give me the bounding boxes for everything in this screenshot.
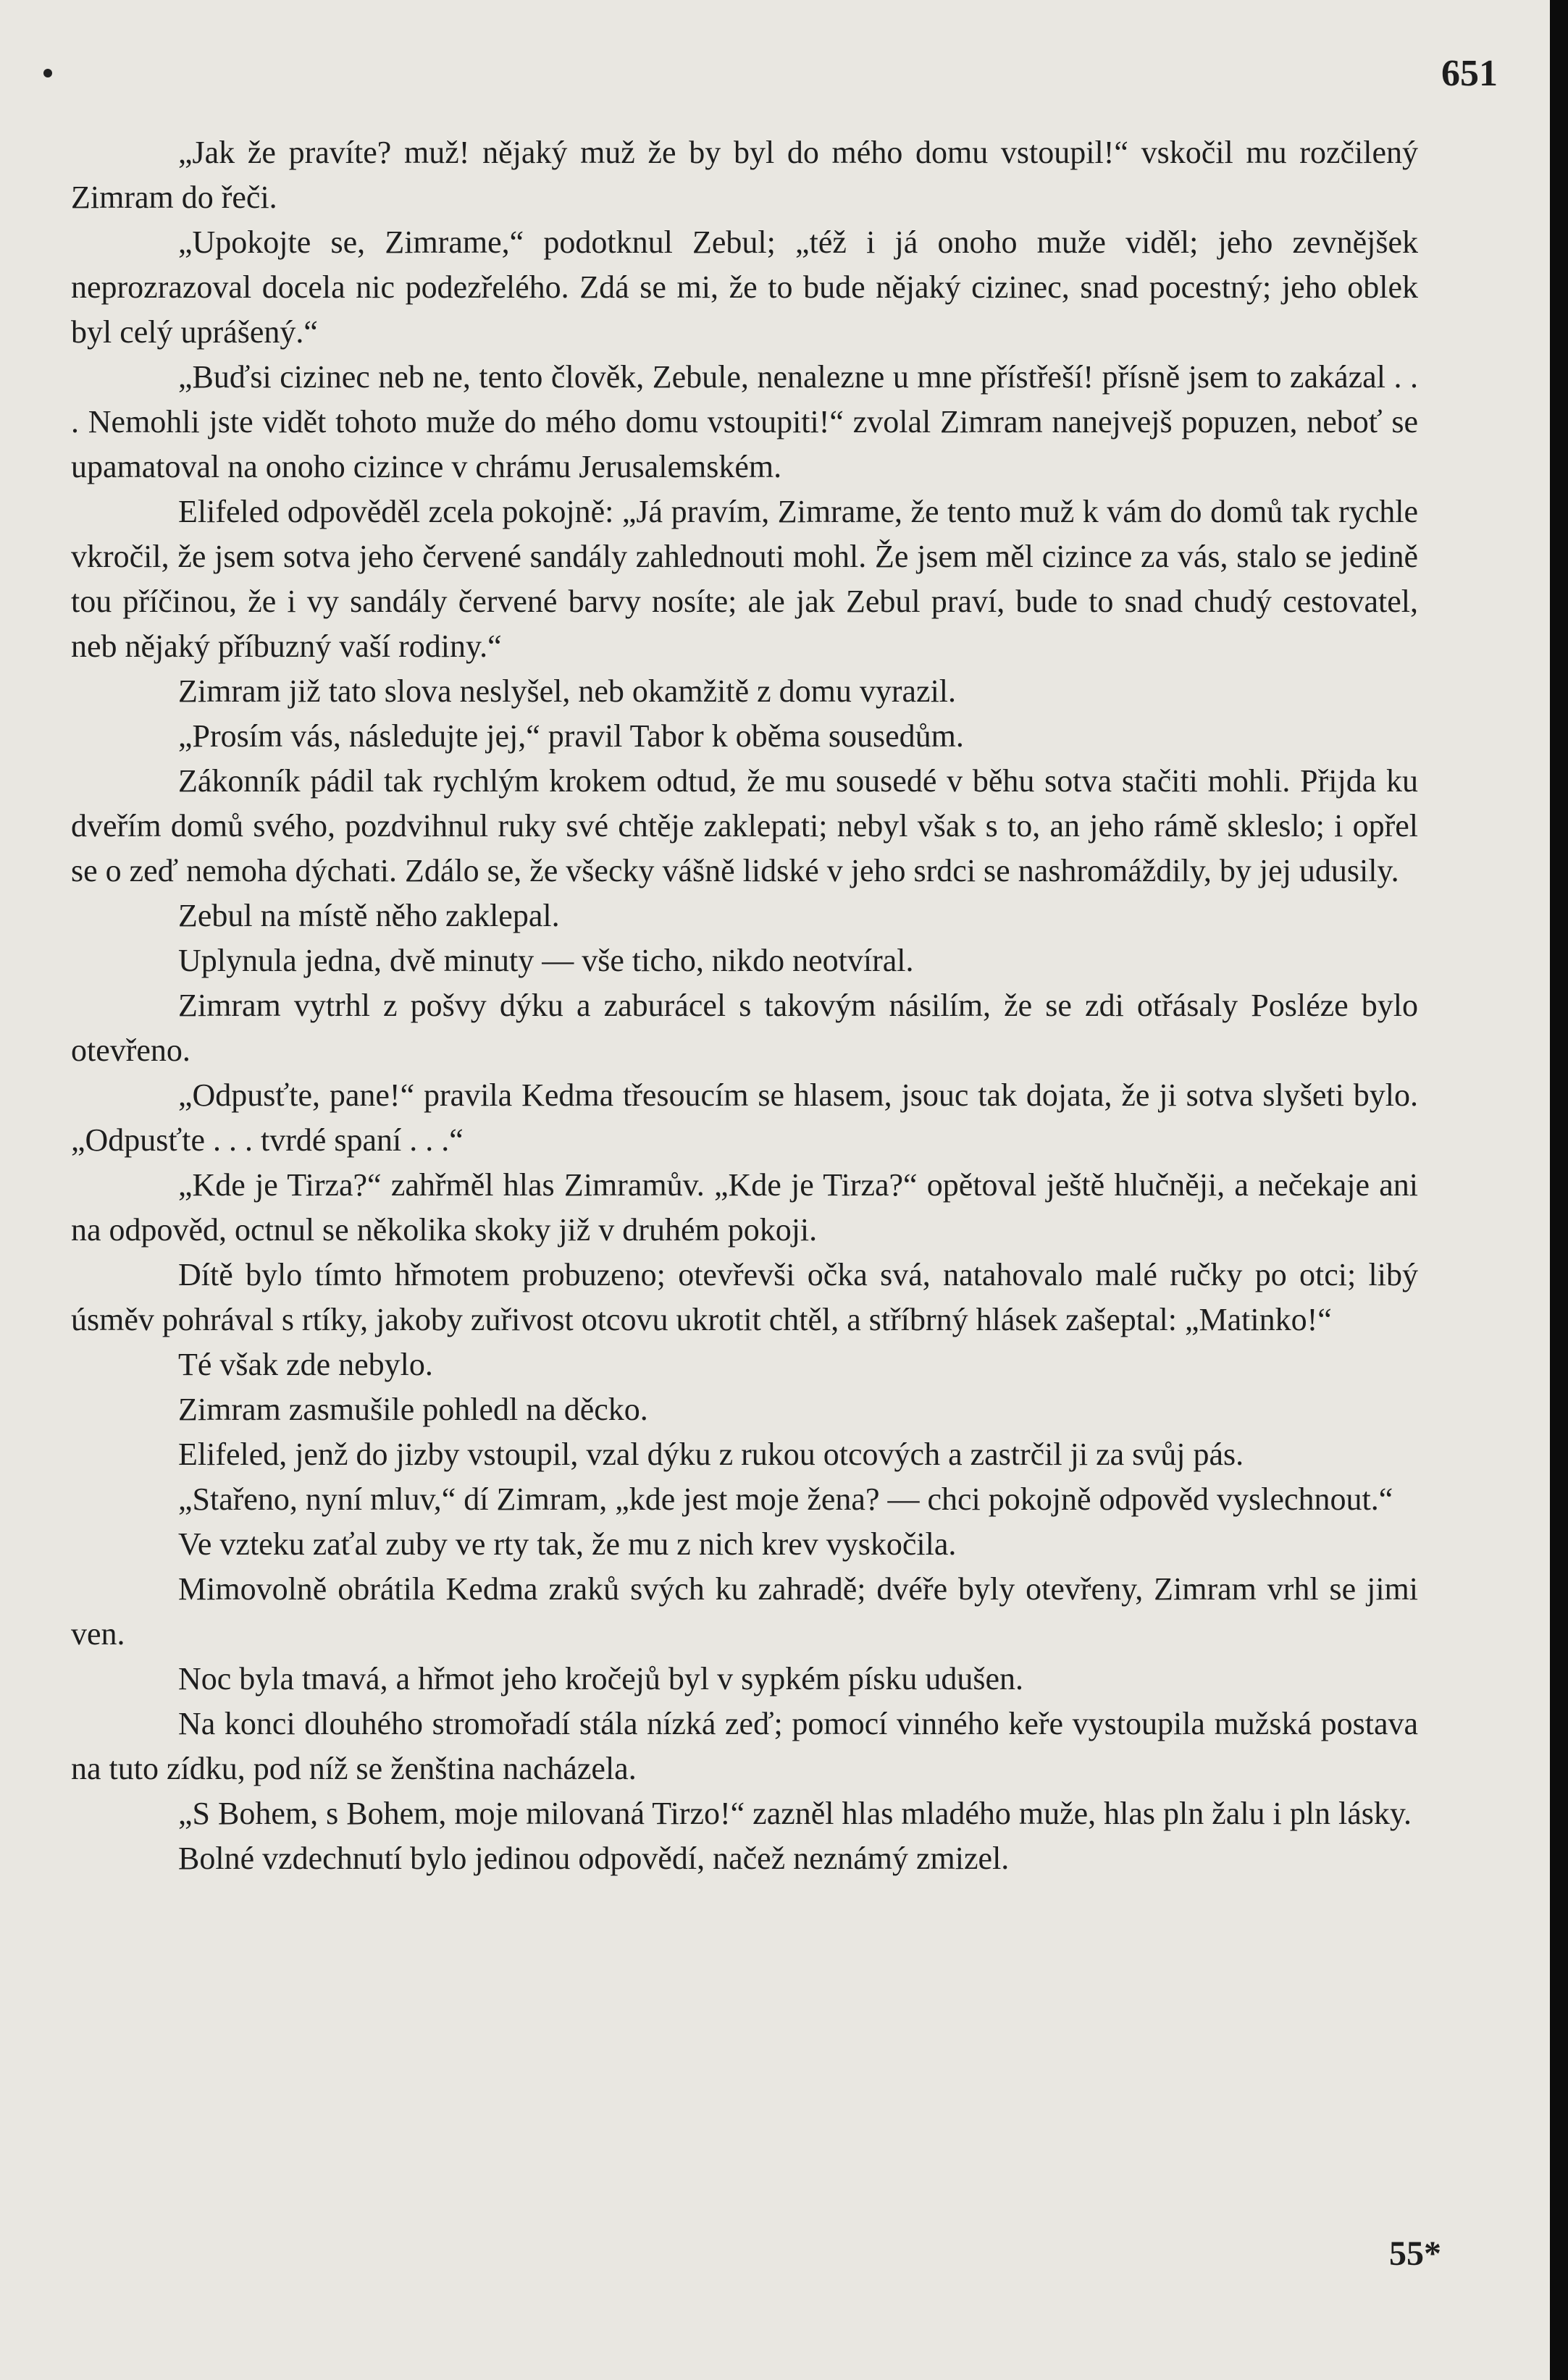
paragraph: „Stařeno, nyní mluv,“ dí Zimram, „kde jest moje žena? — chci pokojně odpověd vyslechnout.“ (178, 1481, 1393, 1517)
print-mark (43, 69, 52, 77)
paragraph: Bolné vzdechnutí bylo jedinou odpovědí, načež neznámý zmizel. (178, 1841, 1010, 1876)
paragraph: Noc byla tmavá, a hřmot jeho kročejů byl v sypkém písku udušen. (178, 1661, 1023, 1696)
paragraph: „Buďsi cizinec neb ne, tento člověk, Zebule, nenalezne u mne přístřeší! přísně jsem to zakázal . . . Nemohli jste vidět tohoto muže do mého domu vstoupiti!“ zvolal Zimram nanejvejš popuzen, neboť se upamatoval na onoho cizince v chrámu Jerusalemském. (71, 359, 1418, 484)
paragraph: „Odpusťte, pane!“ pravila Kedma třesoucím se hlasem, jsouc tak dojata, že ji sotva slyšeti bylo. „Odpusťte . . . tvrdé spaní . . .“ (71, 1077, 1418, 1158)
signature-mark: 55* (1389, 2234, 1441, 2273)
paragraph: Zákonník pádil tak rychlým krokem odtud, že mu sousedé v běhu sotva stačiti mohli. Přijda ku dveřím domů svého, pozdvihnul ruky své chtěje zaklepati; nebyl však s to, an jeho rámě skleslo; i opřel se o zeď nemoha dýchati. Zdálo se, že všecky vášně lidské v jeho srdci se nashromáždily, by jej udusily. (71, 763, 1418, 888)
paragraph: Elifeled, jenž do jizby vstoupil, vzal dýku z rukou otcových a zastrčil ji za svůj pás. (178, 1437, 1244, 1472)
paragraph: Uplynula jedna, dvě minuty — vše ticho, nikdo neotvíral. (178, 943, 914, 978)
page-number: 651 (1441, 53, 1498, 94)
paragraph: Dítě bylo tímto hřmotem probuzeno; otevřevši očka svá, natahovalo malé ručky po otci; libý úsměv pohrával s rtíky, jakoby zuřivost otcovu ukrotit chtěl, a stříbrný hlásek zašeptal: „Matinko!“ (71, 1257, 1418, 1337)
paragraph: „Upokojte se, Zimrame,“ podotknul Zebul; „též i já onoho muže viděl; jeho zevnějšek neprozrazoval docela nic podezřelého. Zdá se mi, že to bude nějaký cizinec, snad pocestný; jeho oblek byl celý uprášený.“ (71, 224, 1418, 350)
paragraph: Zimram zasmušile pohledl na děcko. (178, 1392, 648, 1427)
scan-edge (1550, 0, 1568, 2380)
paragraph: Zimram již tato slova neslyšel, neb okamžitě z domu vyrazil. (178, 673, 957, 709)
paragraph: Ve vzteku zaťal zuby ve rty tak, že mu z nich krev vyskočila. (178, 1526, 957, 1562)
paragraph: Elifeled odpověděl zcela pokojně: „Já pravím, Zimrame, že tento muž k vám do domů tak rychle vkročil, že jsem sotva jeho červené sandály zahlednouti mohl. Že jsem měl cizince za vás, stalo se jedině tou příčinou, že i vy sandály červené barvy nosíte; ale jak Zebul praví, bude to snad chudý cestovatel, neb nějaký příbuzný vaší rodiny.“ (71, 494, 1418, 664)
paragraph: Mimovolně obrátila Kedma zraků svých ku zahradě; dvéře byly otevřeny, Zimram vrhl se jimi ven. (71, 1571, 1418, 1652)
paragraph: Na konci dlouhého stromořadí stála nízká zeď; pomocí vinného keře vystoupila mužská postava na tuto zídku, pod níž se ženština nacházela. (71, 1706, 1418, 1786)
paragraph: „Kde je Tirza?“ zahřměl hlas Zimramův. „Kde je Tirza?“ opětoval ještě hlučněji, a nečekaje ani na odpověd, octnul se několika skoky již v druhém pokoji. (71, 1167, 1418, 1248)
paragraph: „Prosím vás, následujte jej,“ pravil Tabor k oběma sousedům. (178, 718, 964, 754)
paragraph: „Jak že pravíte? muž! nějaký muž že by byl do mého domu vstoupil!“ vskočil mu rozčilený Zimram do řeči. (71, 135, 1418, 215)
paragraph: Té však zde nebylo. (178, 1347, 433, 1382)
body-text (71, 130, 1418, 1881)
paragraph: Zimram vytrhl z pošvy dýku a zaburácel s takovým násilím, že se zdi otřásaly Posléze bylo otevřeno. (71, 988, 1418, 1068)
paragraph: „S Bohem, s Bohem, moje milovaná Tirzo!“ zazněl hlas mladého muže, hlas pln žalu i pln lásky. (178, 1796, 1412, 1831)
paragraph: Zebul na místě něho zaklepal. (178, 898, 560, 933)
